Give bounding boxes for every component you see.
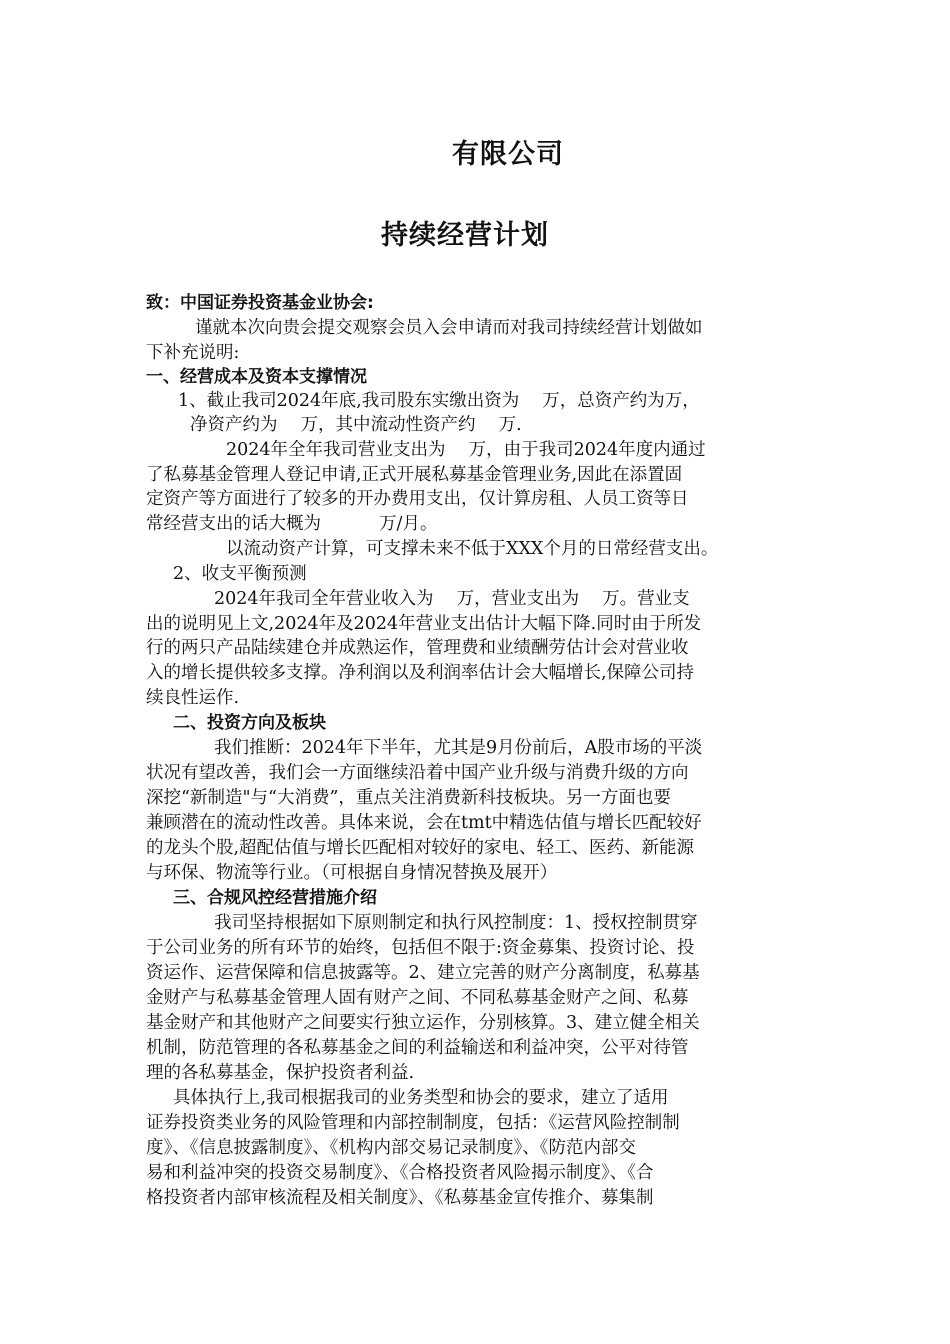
section-1-heading: 一、经营成本及资本支撑情况 — [146, 367, 367, 387]
paragraph-line: 常经营支出的话大概为 万/月。 — [146, 514, 438, 534]
paragraph-line: 理的各私募基金，保护投资者利益. — [146, 1063, 415, 1083]
paragraph-line: 出的说明见上文,2024年及2024年营业支出估计大幅下降.同时由于所发 — [146, 614, 702, 634]
paragraph-line: 我们推断：2024年下半年，尤其是9月份前后，A股市场的平淡 — [214, 738, 703, 758]
paragraph-line: 续良性运作. — [146, 688, 240, 708]
paragraph-line: 行的两只产品陆续建仓并成熟运作，管理费和业绩酬劳估计会对营业收 — [146, 638, 689, 658]
paragraph-line: 1、截止我司2024年底,我司股东实缴出资为 万，总资产约为万， — [178, 391, 700, 411]
intro-line: 下补充说明: — [146, 343, 240, 363]
title-company: 有限公司 — [452, 139, 564, 170]
subheading: 2、收支平衡预测 — [173, 564, 307, 584]
paragraph-line: 的龙头个股,超配估值与增长匹配相对较好的家电、轻工、医药、新能源 — [146, 838, 695, 858]
paragraph-line: 净资产约为 万，其中流动性资产约 万. — [190, 415, 522, 435]
paragraph-line: 2024年我司全年营业收入为 万，营业支出为 万。营业支 — [214, 589, 690, 609]
paragraph-line: 资运作、运营保障和信息披露等。2、建立完善的财产分离制度，私募基 — [146, 963, 700, 983]
paragraph-line: 2024年全年我司营业支出为 万，由于我司2024年度内通过 — [226, 440, 706, 460]
paragraph-line: 机制，防范管理的各私募基金之间的利益输送和利益冲突，公平对待管 — [146, 1038, 689, 1058]
paragraph-line: 状况有望改善，我们会一方面继续沿着中国产业升级与消费升级的方向 — [146, 763, 689, 783]
paragraph-line: 基金财产和其他财产之间要实行独立运作，分别核算。3、建立健全相关 — [146, 1013, 700, 1033]
paragraph-line: 具体执行上,我司根据我司的业务类型和协会的要求，建立了适用 — [173, 1088, 669, 1108]
paragraph-line: 证券投资类业务的风险管理和内部控制制度，包括：《运营风险控制制 — [146, 1113, 680, 1133]
paragraph-line: 于公司业务的所有环节的始终，包括但不限于:资金募集、投资讨论、投 — [146, 938, 695, 958]
paragraph-line: 与环保、物流等行业。（可根据自身情况替换及展开） — [146, 863, 558, 883]
addressee: 致：中国证券投资基金业协会: — [146, 293, 374, 313]
intro-line: 谨就本次向贵会提交观察会员入会申请而对我司持续经营计划做如 — [195, 318, 703, 338]
paragraph-line: 格投资者内部审核流程及相关制度》、《私募基金宣传推介、募集制 — [146, 1188, 654, 1208]
title-plan: 持续经营计划 — [381, 220, 549, 251]
paragraph-line: 定资产等方面进行了较多的开办费用支出，仅计算房租、人员工资等日 — [146, 489, 689, 509]
section-2-heading: 二、投资方向及板块 — [173, 713, 326, 733]
paragraph-line: 兼顾潜在的流动性改善。具体来说，会在tmt中精选估值与增长匹配较好 — [146, 813, 702, 833]
paragraph-line: 易和利益冲突的投资交易制度》、《合格投资者风险揭示制度》、《合 — [146, 1163, 654, 1183]
paragraph-line: 我司坚持根据如下原则制定和执行风控制度：1、授权控制贯穿 — [214, 913, 698, 933]
paragraph-line: 以流动资产计算，可支撑未来不低于XXX个月的日常经营支出。 — [226, 539, 719, 559]
paragraph-line: 度》、《信息披露制度》、《机构内部交易记录制度》、《防范内部交 — [146, 1138, 636, 1158]
section-3-heading: 三、合规风控经营措施介绍 — [173, 888, 377, 908]
paragraph-line: 深挖“新制造"与“大消费”，重点关注消费新科技板块。另一方面也要 — [146, 788, 671, 808]
paragraph-line: 金财产与私募基金管理人固有财产之间、不同私募基金财产之间、私募 — [146, 988, 689, 1008]
paragraph-line: 入的增长提供较多支撑。净利润以及利润率估计会大幅增长,保障公司持 — [146, 663, 695, 683]
paragraph-line: 了私募基金管理人登记申请,正式开展私募基金管理业务,因此在添置固 — [146, 465, 683, 485]
